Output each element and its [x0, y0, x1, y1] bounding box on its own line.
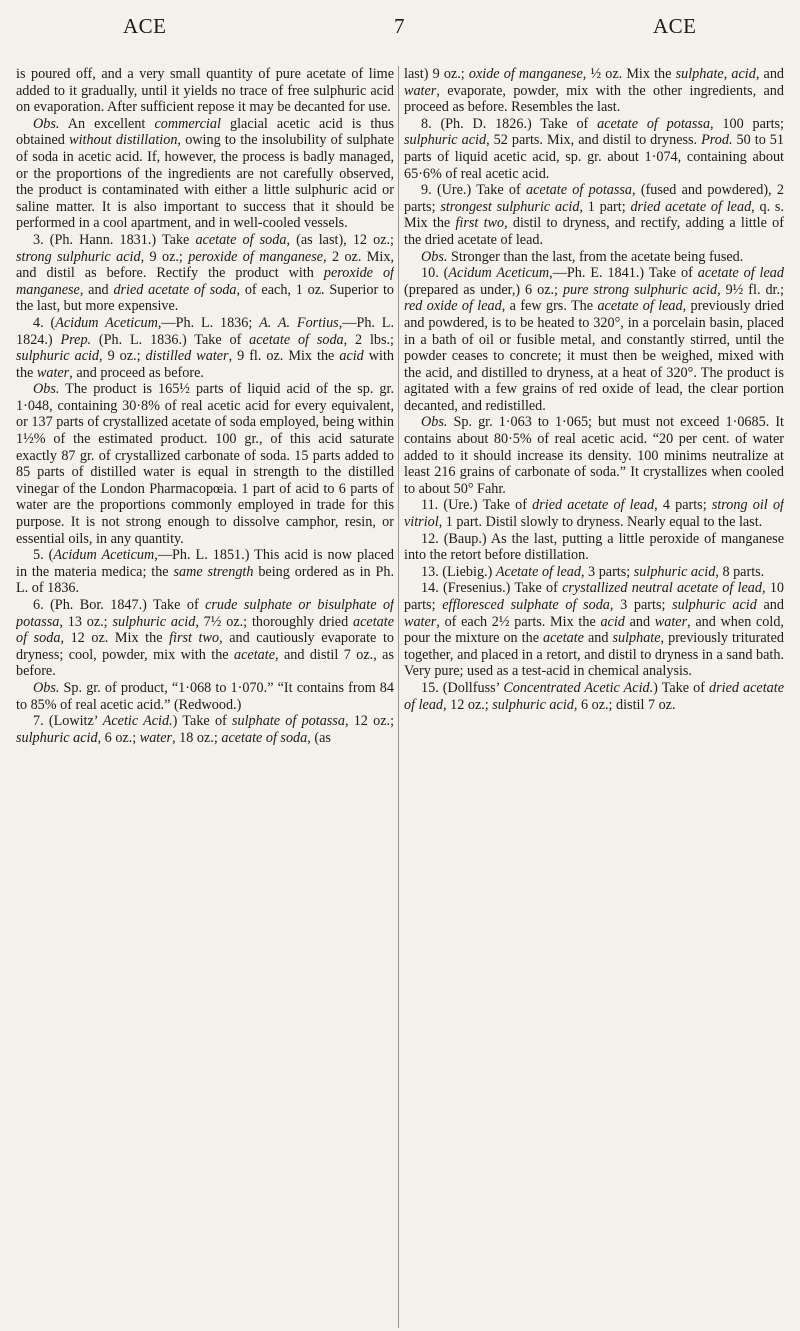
paragraph-q7: 12. (Baup.) As the last, putting a little peroxide of manganese into the retort before distillation. [404, 530, 784, 564]
paragraph-p7: Obs. Sp. gr. of product, “1·068 to 1·070.” “It contains from 84 to 85% of real acetic acid.” (Redwood.) [16, 679, 394, 713]
paragraph-q10: 15. (Dollfuss’ Concentrated Acetic Acid.) Take of dried acetate of lead, 12 oz.; sulphuric acid, 6 oz.; distil 7 oz. [404, 679, 784, 713]
paragraph-q2: 9. (Ure.) Take of acetate of potassa, (fused and powdered), 2 parts; strongest sulphuric acid, 1 part; dried acetate of lead, q. s. Mix the first two, distil to dryness, and rectify, adding a little of the dried acetate of lead. [404, 182, 784, 248]
paragraph-q5: Obs. Sp. gr. 1·063 to 1·065; but must not exceed 1·0685. It contains about 80·5% of real acetic acid. “20 per cent. of water added to it should increase its density. 100 minims neutralize at least 216 grains of carbonate of soda.” It crystallizes when cooled to about 50° Fahr. [404, 414, 784, 497]
paragraph-q0: last) 9 oz.; oxide of manganese, ½ oz. Mix the sulphate, acid, and water, evaporate, powder, mix with the other ingredients, and proceed as before. Resembles the last. [404, 66, 784, 116]
left-column [16, 66, 394, 1328]
column-divider [398, 66, 399, 1328]
paragraph-q6: 11. (Ure.) Take of dried acetate of lead, 4 parts; strong oil of vitriol, 1 part. Distil slowly to dryness. Nearly equal to the last. [404, 497, 784, 531]
paragraph-p2: 3. (Ph. Hann. 1831.) Take acetate of soda, (as last), 12 oz.; strong sulphuric acid, 9 oz.; peroxide of manganese, 2 oz. Mix, and distil as before. Rectify the product with peroxide of manganese, and dried acetate of soda, of each, 1 oz. Superior to the last, but more expensive. [16, 231, 394, 315]
paragraph-p5: 5. (Acidum Aceticum,—Ph. L. 1851.) This acid is now placed in the materia medica; the same strength being ordered as in Ph. L. of 1836. [16, 547, 394, 597]
paragraph-q1: 8. (Ph. D. 1826.) Take of acetate of potassa, 100 parts; sulphuric acid, 52 parts. Mix, and distil to dryness. Prod. 50 to 51 parts of liquid acetic acid, sp. gr. about 1·074, containing about 65·6% of real acetic acid. [404, 115, 784, 182]
paragraph-p1: Obs. An excellent commercial glacial acetic acid is thus obtained without distillation, owing to the insolubility of sulphate of soda in acetic acid. If, however, the process is badly managed, or the proportions of the ingredients are not carefully observed, the product is contaminated with either a little sulphuric acid or saline matter. It is also important to success that it should be performed in a cool apartment, and in well-cooled vessels. [16, 115, 394, 232]
paragraph-p6: 6. (Ph. Bor. 1847.) Take of crude sulphate or bisulphate of potassa, 13 oz.; sulphuric acid, 7½ oz.; thoroughly dried acetate of soda, 12 oz. Mix the first two, and cautiously evaporate to dryness; cool, powder, mix with the acetate, and distil 7 oz., as before. [16, 597, 394, 680]
paragraph-q8: 13. (Liebig.) Acetate of lead, 3 parts; sulphuric acid, 8 parts. [421, 563, 765, 580]
header-right-keyword: ACE [653, 14, 697, 38]
paragraph-p3: 4. (Acidum Aceticum,—Ph. L. 1836; A. A. Fortius,—Ph. L. 1824.) Prep. (Ph. L. 1836.) Take of acetate of soda, 2 lbs.; sulphuric acid, 9 oz.; distilled water, 9 fl. oz. Mix the acid with the water, and proceed as before. [16, 314, 394, 381]
paragraph-p0: is poured off, and a very small quantity of pure acetate of lime added to it gradually, until it yields no trace of free sulphuric acid on evaporation. After sufficient repose it may be decanted for use. [16, 66, 394, 116]
paragraph-p8: 7. (Lowitz’ Acetic Acid.) Take of sulphate of potassa, 12 oz.; sulphuric acid, 6 oz.; water, 18 oz.; acetate of soda, (as [16, 713, 394, 746]
paragraph-q4: 10. (Acidum Aceticum,—Ph. E. 1841.) Take of acetate of lead (prepared as under,) 6 oz.; pure strong sulphuric acid, 9½ fl. dr.; red oxide of lead, a few grs. The acetate of lead, previously dried and powdered, is to be heated to 320°, in a porcelain basin, placed in a bath of oil or fusible metal, and constantly stirred, until the powder ceases to concrete; it must then be weighed, mixed with the acid, and distilled to dryness, at a heat of 320°. The product is agitated with a few grains of red oxide of lead, the clear portion decanted, and redistilled. [404, 265, 784, 414]
page-number: 7 [394, 14, 405, 38]
running-header [0, 14, 800, 44]
paragraph-q3: Obs. Stronger than the last, from the acetate being fused. [421, 248, 744, 265]
right-column [404, 66, 784, 1328]
paragraph-p4: Obs. The product is 165½ parts of liquid acid of the sp. gr. 1·048, containing 30·8% of real acetic acid for every equivalent, or 137 parts of crystallized acetate of soda employed, being within 1½% of the estimated product. 100 gr., of this acid saturate exactly 87 gr. of crystallized carbonate of soda. 15 parts added to 85 parts of distilled water is equal in strength to the distilled vinegar of the London Pharmacopœia. 1 part of acid to 6 parts of water are the proportions commonly employed in trade for this purpose. It is not strong enough to dissolve camphor, resin, or essential oils, in any quantity. [16, 381, 394, 547]
paragraph-q9: 14. (Fresenius.) Take of crystallized neutral acetate of lead, 10 parts; effloresced sulphate of soda, 3 parts; sulphuric acid and water, of each 2½ parts. Mix the acid and water, and when cold, pour the mixture on the acetate and sulphate, previously triturated together, and placed in a retort, and distil to dryness in a sand bath. Very pure; used as a test-acid in chemical analysis. [404, 580, 784, 680]
header-left-keyword: ACE [123, 14, 167, 38]
